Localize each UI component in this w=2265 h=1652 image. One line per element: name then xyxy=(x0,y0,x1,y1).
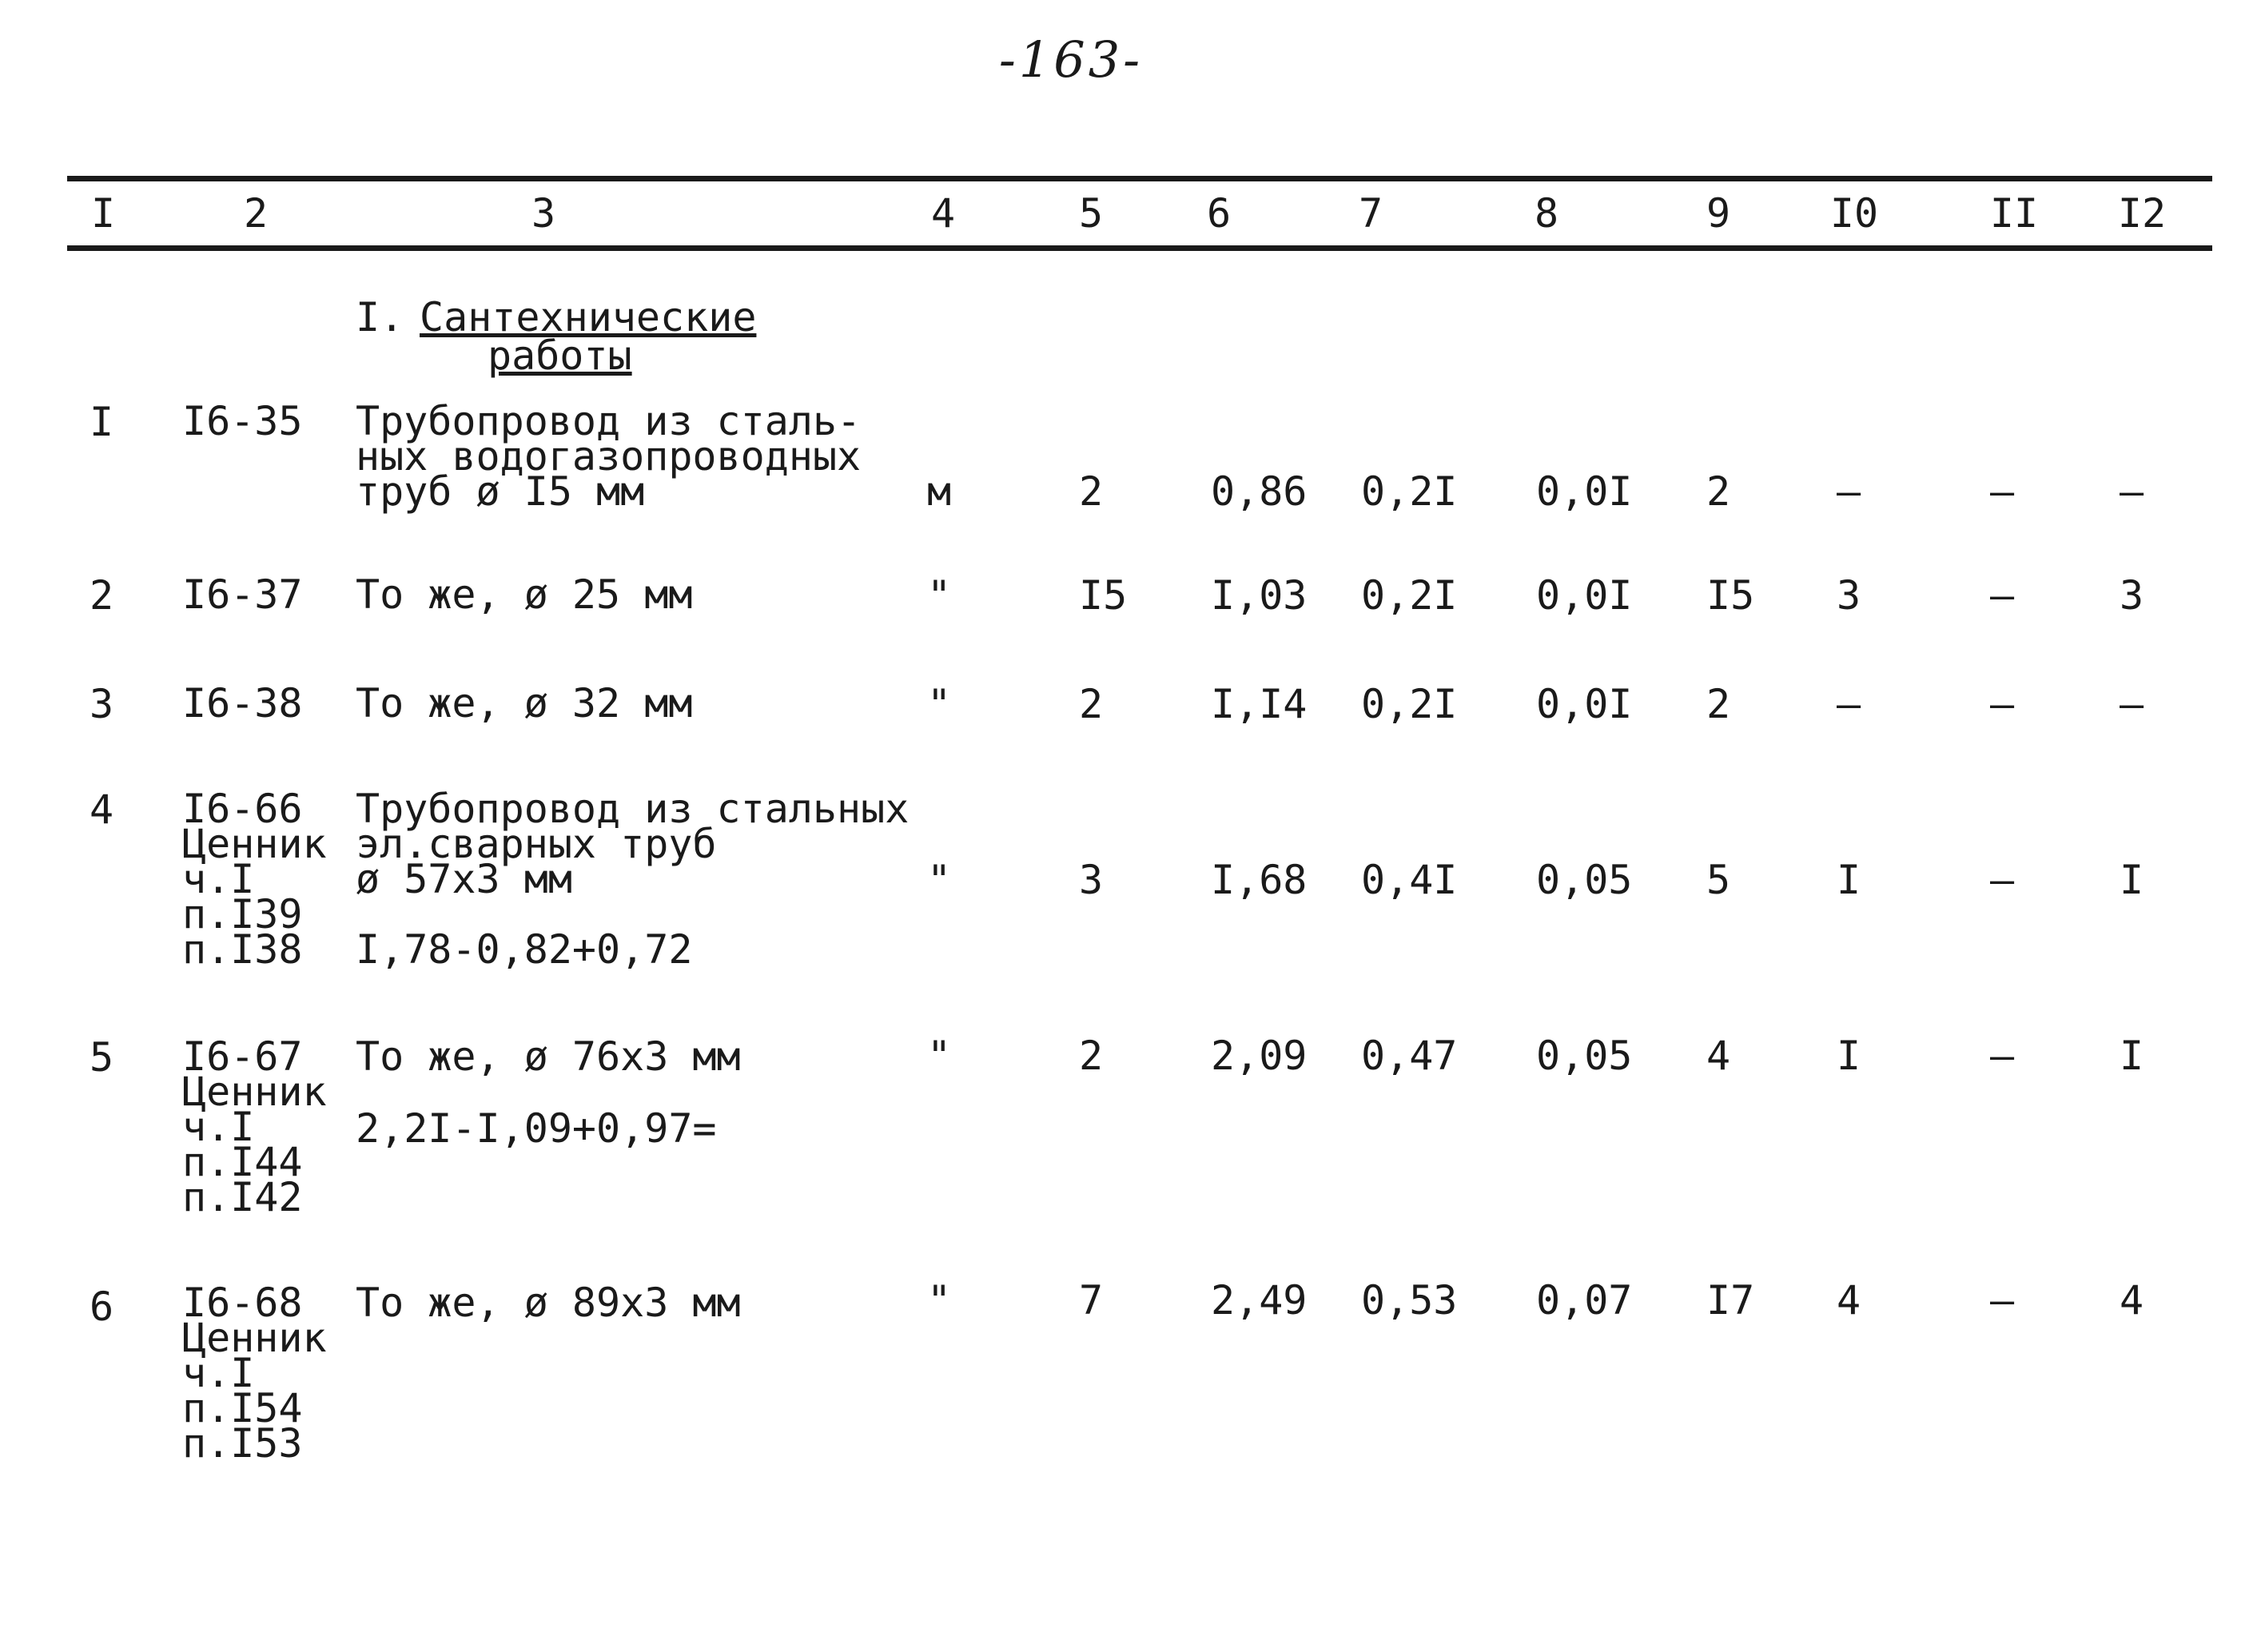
row-number: 5 xyxy=(90,1034,114,1081)
row-col5: 2 xyxy=(1079,468,1104,515)
column-header-7: 7 xyxy=(1358,190,1383,237)
row-code: I6-37 xyxy=(182,571,303,618)
row-col10: 4 xyxy=(1837,1277,1861,1324)
column-header-3: 3 xyxy=(531,190,556,237)
row-col5: I5 xyxy=(1079,572,1128,619)
row-code: I6-68 Ценник ч.I п.I54 п.I53 xyxy=(182,1280,327,1467)
row-col7: 0,4I xyxy=(1361,857,1458,903)
row-col12: 4 xyxy=(2120,1277,2144,1324)
row-unit: " xyxy=(927,1277,952,1324)
row-col10: I xyxy=(1837,1033,1861,1079)
row-number: 6 xyxy=(90,1284,114,1330)
row-col8: 0,05 xyxy=(1536,857,1633,903)
row-description: То же, ø 76х3 мм xyxy=(356,1033,741,1080)
row-col5: 2 xyxy=(1079,1033,1104,1079)
column-header-5: 5 xyxy=(1078,190,1104,237)
row-col7: 0,2I xyxy=(1361,572,1458,619)
row-description: То же, ø 32 мм xyxy=(356,680,693,726)
row-col8: 0,0I xyxy=(1536,468,1633,515)
column-header-4: 4 xyxy=(930,190,956,237)
row-col6: I,03 xyxy=(1211,572,1308,619)
row-description: То же, ø 25 мм xyxy=(356,571,693,618)
row-col5: 3 xyxy=(1079,857,1104,903)
row-col7: 0,2I xyxy=(1361,468,1458,515)
row-code: I6-66 Ценник ч.I п.I39 п.I38 xyxy=(182,786,327,973)
row-formula: 2,2I-I,09+0,97= xyxy=(356,1105,717,1152)
row-col12: I xyxy=(2120,1033,2144,1079)
row-unit: м xyxy=(927,468,952,515)
page-number: -163- xyxy=(998,30,1144,89)
row-col6: 2,49 xyxy=(1211,1277,1308,1324)
row-code: I6-35 xyxy=(182,398,303,444)
row-number: 2 xyxy=(90,572,114,619)
row-col10: – xyxy=(1837,468,1861,515)
row-col9: 5 xyxy=(1706,857,1731,903)
row-number: 3 xyxy=(90,681,114,727)
row-col11: – xyxy=(1990,681,2015,727)
row-unit: " xyxy=(927,681,952,727)
column-header-1: I xyxy=(90,190,116,237)
column-header-12: I2 xyxy=(2117,190,2167,237)
row-col6: I,68 xyxy=(1211,857,1308,903)
row-col5: 7 xyxy=(1079,1277,1104,1324)
row-description: Трубопровод из стальных эл.сварных труб ø 57х3 мм xyxy=(356,786,910,902)
row-col7: 0,53 xyxy=(1361,1277,1458,1324)
row-col11: – xyxy=(1990,468,2015,515)
row-col7: 0,2I xyxy=(1361,681,1458,727)
row-code: I6-67 Ценник ч.I п.I44 п.I42 xyxy=(182,1033,327,1220)
row-col9: 2 xyxy=(1706,681,1731,727)
row-col10: – xyxy=(1837,681,1861,727)
row-col8: 0,0I xyxy=(1536,681,1633,727)
column-header-10: I0 xyxy=(1829,190,1879,237)
column-header-9: 9 xyxy=(1706,190,1731,237)
row-col6: 0,86 xyxy=(1211,468,1308,515)
row-unit: " xyxy=(927,572,952,619)
section-number: I. xyxy=(356,294,404,340)
row-col9: 2 xyxy=(1706,468,1731,515)
row-col9: I5 xyxy=(1706,572,1755,619)
row-col10: I xyxy=(1837,857,1861,903)
row-col9: 4 xyxy=(1706,1033,1731,1079)
table-top-rule xyxy=(67,176,2212,181)
row-col9: I7 xyxy=(1706,1277,1755,1324)
row-unit: " xyxy=(927,1033,952,1079)
row-col8: 0,07 xyxy=(1536,1277,1633,1324)
row-col6: I,I4 xyxy=(1211,681,1308,727)
row-description: Трубопровод из сталь- ных водогазопроводных труб ø I5 мм xyxy=(356,398,862,515)
row-col11: – xyxy=(1990,1033,2015,1079)
row-number: I xyxy=(90,399,114,445)
section-title-line1: Сантехнические xyxy=(420,294,757,340)
row-col12: 3 xyxy=(2120,572,2144,619)
row-col5: 2 xyxy=(1079,681,1104,727)
column-header-8: 8 xyxy=(1534,190,1559,237)
row-col6: 2,09 xyxy=(1211,1033,1308,1079)
row-description: То же, ø 89х3 мм xyxy=(356,1280,741,1326)
row-code: I6-38 xyxy=(182,680,303,726)
row-col8: 0,05 xyxy=(1536,1033,1633,1079)
row-col11: – xyxy=(1990,572,2015,619)
column-header-11: II xyxy=(1989,190,2039,237)
row-col8: 0,0I xyxy=(1536,572,1633,619)
row-col12: – xyxy=(2120,681,2144,727)
row-col12: I xyxy=(2120,857,2144,903)
row-col11: – xyxy=(1990,1277,2015,1324)
row-col10: 3 xyxy=(1837,572,1861,619)
column-header-6: 6 xyxy=(1206,190,1232,237)
section-title-line2: работы xyxy=(488,332,632,379)
row-col11: – xyxy=(1990,857,2015,903)
row-formula: I,78-0,82+0,72 xyxy=(356,926,693,973)
table-header-rule xyxy=(67,245,2212,251)
row-unit: " xyxy=(927,857,952,903)
row-number: 4 xyxy=(90,786,114,833)
row-col7: 0,47 xyxy=(1361,1033,1458,1079)
row-col12: – xyxy=(2120,468,2144,515)
section-heading xyxy=(356,294,757,379)
column-header-2: 2 xyxy=(243,190,269,237)
